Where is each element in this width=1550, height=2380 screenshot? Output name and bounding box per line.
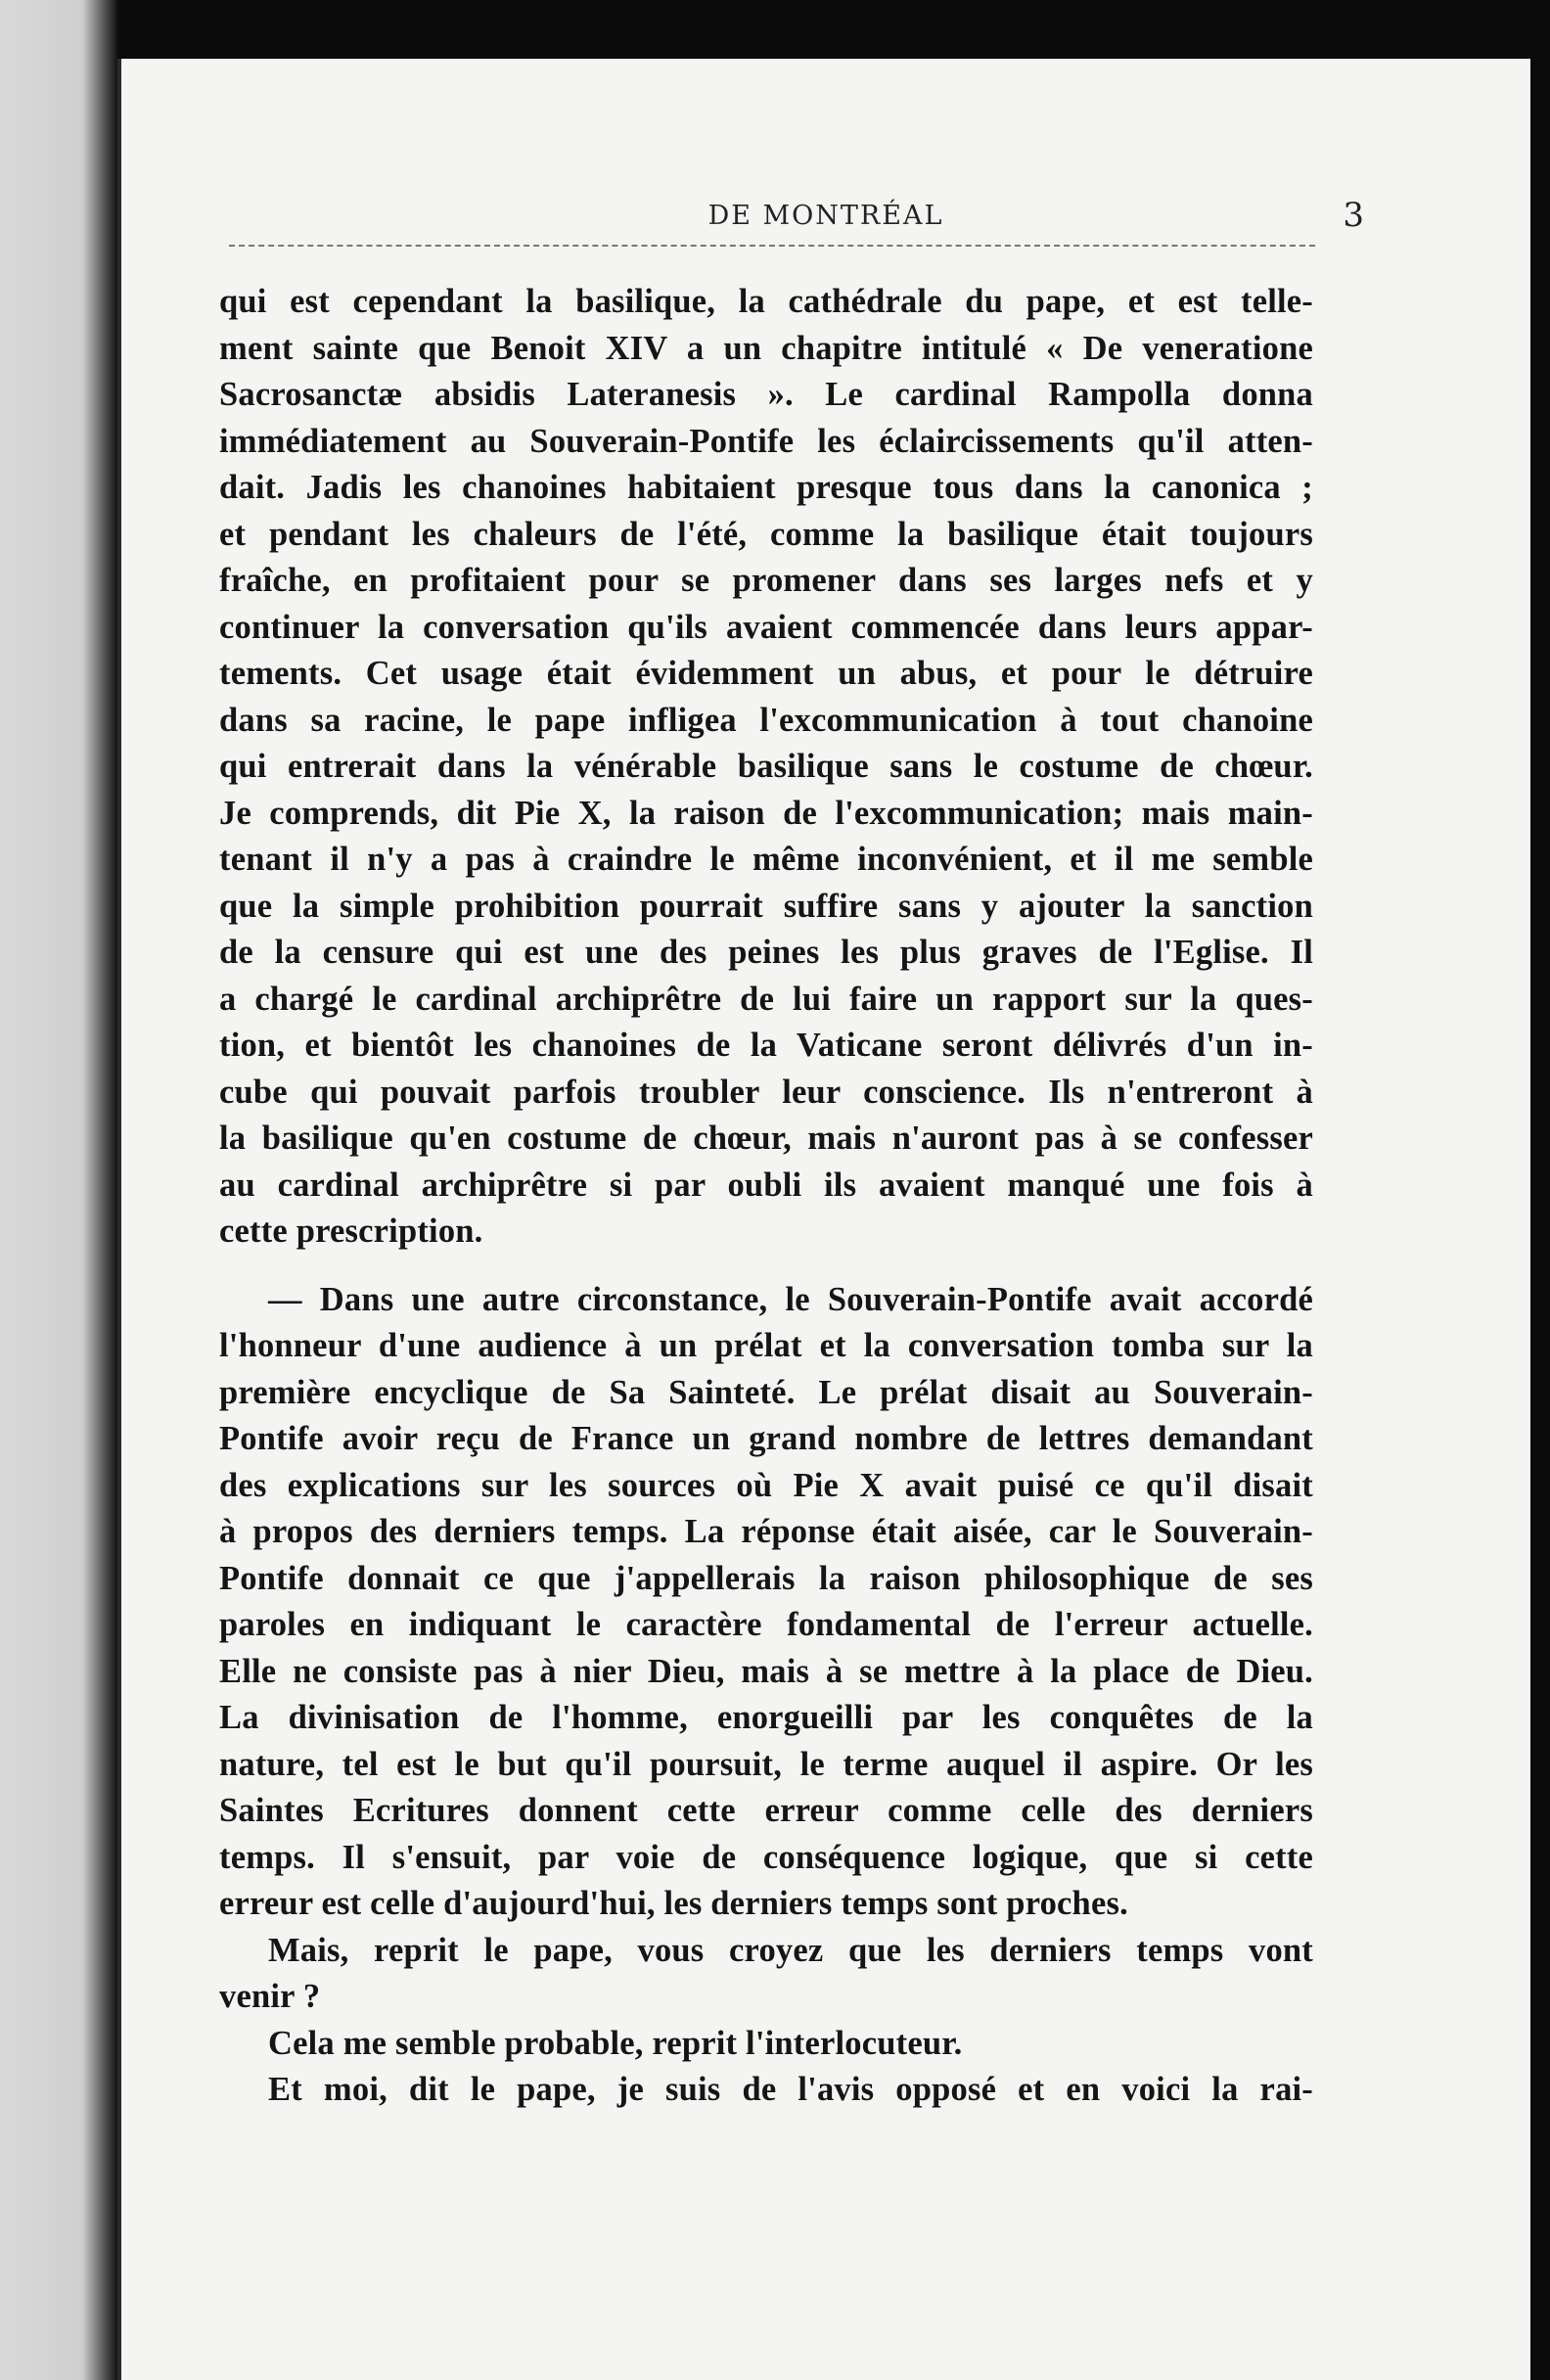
text-line: cube qui pouvait parfois troubler leur conscience. Ils n'entreront à xyxy=(219,1073,1313,1111)
text-line: Pontife donnait ce que j'appellerais la raison philosophique de ses xyxy=(219,1559,1313,1597)
text-line: Et moi, dit le pape, je suis de l'avis opposé et en voici la rai- xyxy=(268,2071,1313,2108)
text-line: dait. Jadis les chanoines habitaient presque tous dans la canonica ; xyxy=(219,469,1313,506)
paragraph-2 xyxy=(219,1277,1313,1928)
paragraph-3 xyxy=(219,1928,1313,2021)
text-line: première encyclique de Sa Sainteté. Le prélat disait au Souverain- xyxy=(219,1373,1313,1411)
book-spine-edge xyxy=(0,0,117,2380)
text-line: que la simple prohibition pourrait suffire sans y ajouter la sanction xyxy=(219,887,1313,925)
text-line: temps. Il s'ensuit, par voie de conséquence logique, que si cette xyxy=(219,1838,1313,1876)
text-line: tements. Cet usage était évidemment un abus, et pour le détruire xyxy=(219,655,1313,692)
text-line: la basilique qu'en costume de chœur, mais n'auront pas à se confesser xyxy=(219,1120,1313,1157)
text-line: immédiatement au Souverain-Pontife les éclaircissements qu'il atten- xyxy=(219,422,1313,460)
text-line: au cardinal archiprêtre si par oubli ils avaient manqué une fois à xyxy=(219,1166,1313,1204)
text-line: erreur est celle d'aujourd'hui, les derniers temps sont proches. xyxy=(219,1885,1128,1922)
text-line: qui entrerait dans la vénérable basilique sans le costume de chœur. xyxy=(219,748,1313,785)
text-line: Elle ne consiste pas à nier Dieu, mais à se mettre à la place de Dieu. xyxy=(219,1652,1313,1690)
text-line: Sacrosanctæ absidis Lateranesis ». Le cardinal Rampolla donna xyxy=(219,376,1313,413)
text-line: fraîche, en profitaient pour se promener dans ses larges nefs et y xyxy=(219,562,1313,599)
text-line: Cela me semble probable, reprit l'interlocuteur. xyxy=(268,2024,963,2062)
paragraph-1 xyxy=(219,279,1313,1256)
text-line: ment sainte que Benoit XIV a un chapitre intitulé « De veneratione xyxy=(219,329,1313,367)
paragraph-4 xyxy=(219,2021,1313,2068)
text-line: — Dans une autre circonstance, le Souverain-Pontife avait accordé xyxy=(268,1280,1313,1318)
text-line: continuer la conversation qu'ils avaient commencée dans leurs appar- xyxy=(219,608,1313,646)
text-line: de la censure qui est une des peines les plus graves de l'Eglise. Il xyxy=(219,934,1313,971)
body-text xyxy=(219,279,1313,2114)
text-line: cette prescription. xyxy=(219,1213,483,1250)
header-rule xyxy=(229,245,1315,247)
text-line: tenant il n'y a pas à craindre le même inconvénient, et il me semble xyxy=(219,841,1313,878)
text-line: venir ? xyxy=(219,1978,321,2015)
running-title: DE MONTRÉAL xyxy=(707,201,944,231)
paragraph-5 xyxy=(219,2067,1313,2114)
text-line: La divinisation de l'homme, enorgueilli par les conquêtes de la xyxy=(219,1699,1313,1736)
page-number: 3 xyxy=(1343,196,1364,235)
text-line: dans sa racine, le pape infligea l'excommunication à tout chanoine xyxy=(219,701,1313,739)
text-line: l'honneur d'une audience à un prélat et la conversation tomba sur la xyxy=(219,1327,1313,1364)
text-line: et pendant les chaleurs de l'été, comme la basilique était toujours xyxy=(219,515,1313,553)
text-line: nature, tel est le but qu'il poursuit, le terme auquel il aspire. Or les xyxy=(219,1745,1313,1783)
text-line: tion, et bientôt les chanoines de la Vaticane seront délivrés d'un in- xyxy=(219,1027,1313,1064)
text-line: à propos des derniers temps. La réponse était aisée, car le Souverain- xyxy=(219,1513,1313,1550)
text-line: Saintes Ecritures donnent cette erreur comme celle des derniers xyxy=(219,1792,1313,1829)
text-line: Mais, reprit le pape, vous croyez que les derniers temps vont xyxy=(268,1931,1313,1969)
text-line: des explications sur les sources où Pie X avait puisé ce qu'il disait xyxy=(219,1466,1313,1504)
book-page xyxy=(117,59,1530,2380)
text-line: qui est cependant la basilique, la cathédrale du pape, et est telle- xyxy=(219,283,1313,320)
text-line: Pontife avoir reçu de France un grand nombre de lettres demandant xyxy=(219,1420,1313,1457)
text-line: Je comprends, dit Pie X, la raison de l'excommunication; mais main- xyxy=(219,794,1313,832)
text-line: paroles en indiquant le caractère fondamental de l'erreur actuelle. xyxy=(219,1606,1313,1643)
text-line: a chargé le cardinal archiprêtre de lui faire un rapport sur la ques- xyxy=(219,980,1313,1018)
